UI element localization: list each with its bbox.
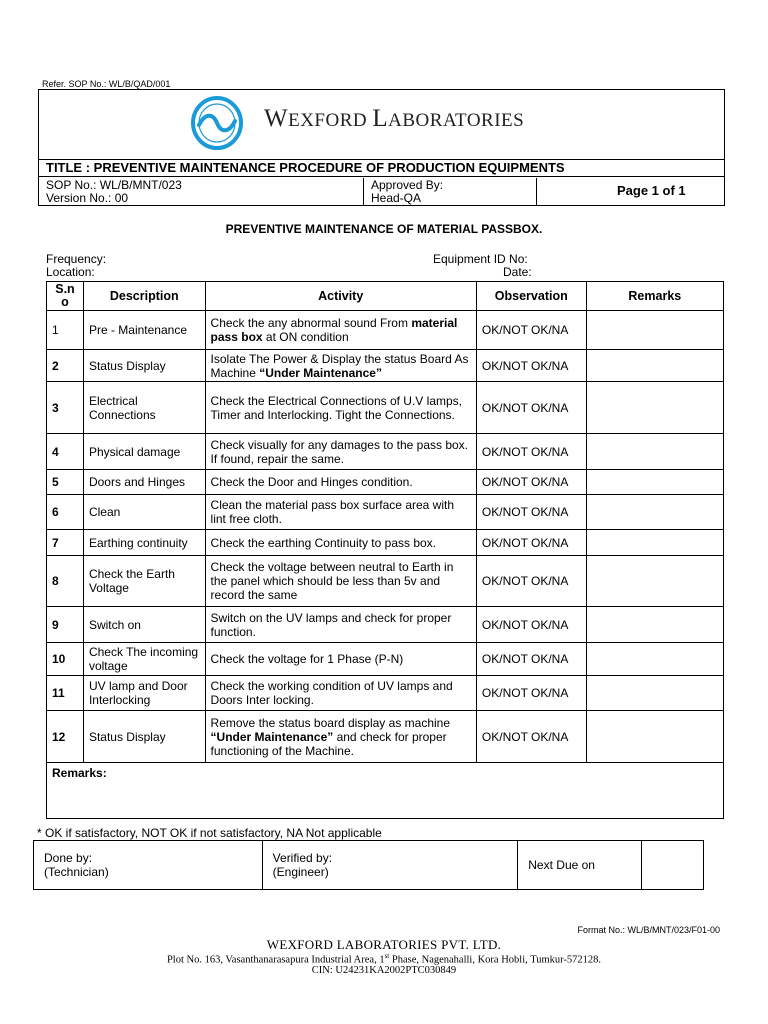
table-row <box>47 495 724 530</box>
row-remarks-field[interactable] <box>586 530 723 556</box>
table-row <box>47 434 724 470</box>
row-remarks-field[interactable] <box>586 556 723 607</box>
table-row <box>47 311 724 350</box>
row-observation: OK/NOT OK/NA <box>476 643 586 676</box>
row-sno: 8 <box>47 556 84 607</box>
document-title: TITLE : PREVENTIVE MAINTENANCE PROCEDURE OF PRODUCTION EQUIPMENTS <box>39 159 724 177</box>
row-description: Switch on <box>83 607 205 643</box>
company-logo-icon <box>189 93 245 153</box>
date-label: Date: <box>503 265 532 279</box>
logo-area <box>39 90 724 160</box>
row-remarks-field[interactable] <box>586 350 723 382</box>
table-row <box>47 382 724 434</box>
row-activity: Clean the material pass box surface area with lint free cloth. <box>205 495 476 530</box>
done-by-label: Done by: <box>44 851 93 865</box>
header-sno: S.n o <box>47 282 84 311</box>
row-remarks-field[interactable] <box>586 643 723 676</box>
row-remarks-field[interactable] <box>586 711 723 763</box>
row-sno: 7 <box>47 530 84 556</box>
done-by-field[interactable] <box>34 841 263 890</box>
row-remarks-field[interactable] <box>586 607 723 643</box>
next-due-field[interactable] <box>642 841 704 890</box>
row-sno: 1 <box>47 311 84 350</box>
row-sno: 11 <box>47 676 84 711</box>
footer-address: Plot No. 163, Vasanthanarasapura Industrial Area, 1st Phase, Nagenahalli, Kora Hobli, Tumkur-572128. <box>166 952 602 966</box>
row-observation: OK/NOT OK/NA <box>476 350 586 382</box>
table-row <box>47 556 724 607</box>
row-observation: OK/NOT OK/NA <box>476 434 586 470</box>
row-observation: OK/NOT OK/NA <box>476 676 586 711</box>
version-number: Version No.: 00 <box>46 191 129 205</box>
table-row <box>47 607 724 643</box>
row-description: Status Display <box>83 711 205 763</box>
row-sno: 3 <box>47 382 84 434</box>
maintenance-checklist-table <box>46 281 724 819</box>
row-description: Check the Earth Voltage <box>83 556 205 607</box>
verified-by-label: Verified by: <box>272 851 333 865</box>
approval-cell <box>364 178 537 205</box>
sop-version-cell <box>39 178 364 205</box>
engineer-label: (Engineer) <box>272 865 329 879</box>
technician-label: (Technician) <box>44 865 109 879</box>
row-activity: Switch on the UV lamps and check for proper function. <box>205 607 476 643</box>
table-row <box>47 350 724 382</box>
row-sno: 6 <box>47 495 84 530</box>
sop-number: SOP No.: WL/B/MNT/023 <box>46 178 182 192</box>
row-activity: Isolate The Power & Display the status Board As Machine “Under Maintenance” <box>205 350 476 382</box>
row-observation: OK/NOT OK/NA <box>476 711 586 763</box>
header-observation: Observation <box>476 282 586 311</box>
remarks-row <box>47 763 724 819</box>
format-number: Format No.: WL/B/MNT/023/F01-00 <box>577 925 720 935</box>
equipment-id-label: Equipment ID No: <box>433 252 528 266</box>
row-activity: Check the Electrical Connections of U.V lamps, Timer and Interlocking. Tight the Connections. <box>205 382 476 434</box>
row-remarks-field[interactable] <box>586 382 723 434</box>
document-header <box>38 89 725 206</box>
row-activity: Check the working condition of UV lamps and Doors Inter locking. <box>205 676 476 711</box>
row-observation: OK/NOT OK/NA <box>476 530 586 556</box>
row-activity: Check the voltage between neutral to Earth in the panel which should be less than 5v and record the same <box>205 556 476 607</box>
table-row <box>47 470 724 495</box>
row-remarks-field[interactable] <box>586 311 723 350</box>
row-observation: OK/NOT OK/NA <box>476 382 586 434</box>
reference-sop-number: Refer. SOP No.: WL/B/QAD/001 <box>42 79 171 89</box>
row-remarks-field[interactable] <box>586 495 723 530</box>
row-activity: Check the any abnormal sound From material pass box at ON condition <box>205 311 476 350</box>
remarks-field[interactable] <box>47 763 724 819</box>
row-observation: OK/NOT OK/NA <box>476 470 586 495</box>
row-sno: 4 <box>47 434 84 470</box>
row-description: Clean <box>83 495 205 530</box>
table-row <box>47 530 724 556</box>
row-description: Physical damage <box>83 434 205 470</box>
row-description: UV lamp and Door Interlocking <box>83 676 205 711</box>
header-activity: Activity <box>205 282 476 311</box>
row-sno: 5 <box>47 470 84 495</box>
row-sno: 9 <box>47 607 84 643</box>
signature-table <box>33 840 704 890</box>
header-description: Description <box>83 282 205 311</box>
row-remarks-field[interactable] <box>586 470 723 495</box>
company-name-logo: WEXFORD LABORATORIES <box>264 105 525 132</box>
remarks-label: Remarks: <box>52 766 107 780</box>
approver-name: Head-QA <box>371 191 422 205</box>
table-header-row <box>47 282 724 311</box>
row-remarks-field[interactable] <box>586 434 723 470</box>
row-remarks-field[interactable] <box>586 676 723 711</box>
row-description: Earthing continuity <box>83 530 205 556</box>
row-activity: Check visually for any damages to the pass box. If found, repair the same. <box>205 434 476 470</box>
row-description: Doors and Hinges <box>83 470 205 495</box>
next-due-label: Next Due on <box>518 841 642 890</box>
legend-note: * OK if satisfactory, NOT OK if not satisfactory, NA Not applicable <box>37 826 382 840</box>
row-sno: 2 <box>47 350 84 382</box>
row-activity: Check the earthing Continuity to pass box. <box>205 530 476 556</box>
row-activity: Remove the status board display as machine “Under Maintenance” and check for proper functioning of the Machine. <box>205 711 476 763</box>
row-observation: OK/NOT OK/NA <box>476 495 586 530</box>
row-observation: OK/NOT OK/NA <box>476 607 586 643</box>
verified-by-field[interactable] <box>262 841 518 890</box>
frequency-label: Frequency: <box>46 252 107 266</box>
form-subtitle: PREVENTIVE MAINTENANCE OF MATERIAL PASSBOX. <box>225 222 543 236</box>
row-activity: Check the voltage for 1 Phase (P-N) <box>205 643 476 676</box>
row-description: Check The incoming voltage <box>83 643 205 676</box>
location-label: Location: <box>46 265 95 279</box>
row-description: Status Display <box>83 350 205 382</box>
table-row <box>47 711 724 763</box>
approved-by-label: Approved By: <box>371 178 444 192</box>
row-observation: OK/NOT OK/NA <box>476 556 586 607</box>
row-observation: OK/NOT OK/NA <box>476 311 586 350</box>
row-description: Pre - Maintenance <box>83 311 205 350</box>
page-number: Page 1 of 1 <box>617 183 686 198</box>
row-activity: Check the Door and Hinges condition. <box>205 470 476 495</box>
row-description: Electrical Connections <box>83 382 205 434</box>
row-sno: 10 <box>47 643 84 676</box>
document-info-row <box>39 178 724 205</box>
table-row <box>47 676 724 711</box>
footer-company-name: WEXFORD LABORATORIES PVT. LTD. <box>266 937 502 952</box>
header-remarks: Remarks <box>586 282 723 311</box>
table-row <box>47 643 724 676</box>
row-sno: 12 <box>47 711 84 763</box>
footer-cin: CIN: U24231KA2002PTC030849 <box>311 965 457 976</box>
